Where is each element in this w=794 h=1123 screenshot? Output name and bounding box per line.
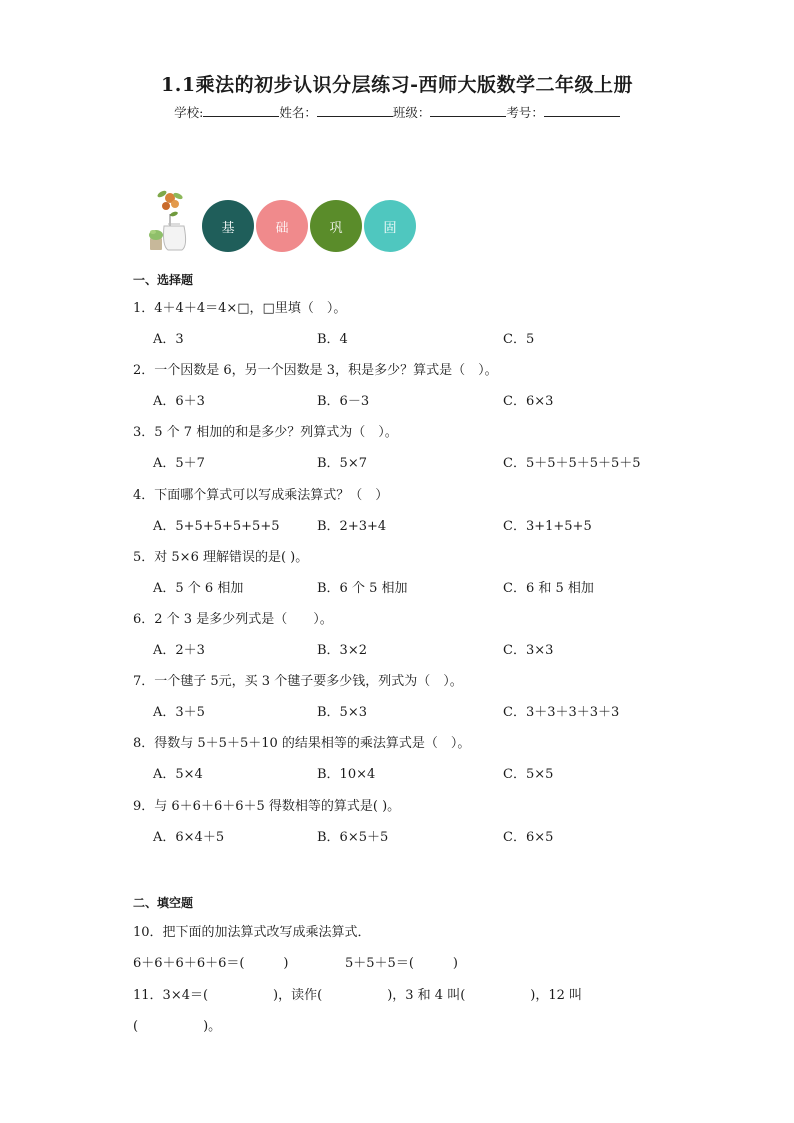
question-2-option-c: C．6×3 <box>503 394 554 410</box>
question-7-option-c: C．3＋3＋3＋3＋3 <box>503 705 620 721</box>
question-10-item-b: 5＋5＋5＝( ) <box>345 956 458 971</box>
question-5-option-c: C．6 和 5 相加 <box>503 580 594 596</box>
banner-char-4: 固 <box>383 220 397 236</box>
plant-vase-icon <box>148 186 194 254</box>
question-1-option-b: B．4 <box>317 332 348 347</box>
question-6-stem: 6．2 个 3 是多少列式是（ ）。 <box>133 612 333 627</box>
question-1-stem: 1．4＋4＋4＝4×□，□里填（ ）。 <box>133 301 347 316</box>
page-title: 1.1乘法的初步认识分层练习-西师大版数学二年级上册 <box>161 74 633 96</box>
question-4-stem: 4．下面哪个算式可以写成乘法算式？（ ） <box>133 487 389 503</box>
question-5-option-b: B．6 个 5 相加 <box>317 580 408 596</box>
section-title-fill: 二、填空题 <box>133 896 194 910</box>
question-7-stem: 7．一个毽子 5元，买 3 个毽子要多少钱，列式为（ ）。 <box>133 674 463 690</box>
question-2-option-b: B．6－3 <box>317 394 370 410</box>
question-6-option-b: B．3×2 <box>317 643 367 658</box>
question-10-item-a: 6＋6＋6＋6＋6＝( ) <box>133 956 289 971</box>
id-blank <box>544 105 620 117</box>
question-5-option-a: A．5 个 6 相加 <box>153 580 244 596</box>
question-11-line-1: 11．3×4＝( )，读作( )，3 和 4 叫( )，12 叫 <box>133 988 583 1003</box>
banner-char-3: 巩 <box>329 220 343 236</box>
name-label: 姓名： <box>279 105 317 120</box>
banner-circle-4 <box>364 200 416 252</box>
question-1-option-a: A．3 <box>153 332 184 347</box>
name-blank <box>317 105 393 117</box>
question-9-option-c: C．6×5 <box>503 829 554 845</box>
question-8-option-c: C．5×5 <box>503 767 554 783</box>
id-label: 考号： <box>506 105 544 120</box>
school-blank <box>203 105 279 117</box>
question-4-option-a: A．5+5+5+5+5+5 <box>153 518 280 534</box>
banner-char-1: 基 <box>221 220 235 236</box>
question-6-option-a: A．2＋3 <box>153 643 205 658</box>
banner-circle-2 <box>256 200 308 252</box>
question-9-stem: 9．与 6＋6＋6＋6＋5 得数相等的算式是( )。 <box>133 798 401 814</box>
question-9-option-a: A．6×4＋5 <box>153 829 225 845</box>
section-title-choice: 一、选择题 <box>133 273 194 287</box>
question-4-option-b: B．2+3+4 <box>317 518 387 534</box>
question-5-stem: 5．对 5×6 理解错误的是( )。 <box>133 549 309 565</box>
question-8-stem: 8．得数与 5＋5＋5＋10 的结果相等的乘法算式是（ ）。 <box>133 736 471 752</box>
question-9-option-b: B．6×5＋5 <box>317 829 389 845</box>
question-10-stem: 10．把下面的加法算式改写成乘法算式． <box>133 925 371 940</box>
question-3-option-b: B．5×7 <box>317 456 367 472</box>
banner-circle-3 <box>310 200 362 252</box>
school-label: 学校: <box>174 105 204 120</box>
question-3-stem: 3．5 个 7 相加的和是多少？列算式为（ ）。 <box>133 425 398 441</box>
banner-circle-1 <box>202 200 254 252</box>
question-3-option-a: A．5＋7 <box>153 456 205 472</box>
question-8-option-a: A．5×4 <box>153 767 203 783</box>
question-7-option-a: A．3＋5 <box>153 705 205 721</box>
question-1-option-c: C．5 <box>503 332 535 347</box>
question-2-option-a: A．6＋3 <box>153 394 205 410</box>
class-blank <box>430 105 506 117</box>
banner-char-2: 础 <box>275 220 289 236</box>
question-4-option-c: C．3+1+5+5 <box>503 518 592 534</box>
class-label: 班级： <box>392 105 431 120</box>
question-2-stem: 2．一个因数是 6，另一个因数是 3，积是多少？算式是（ ）。 <box>133 363 498 379</box>
question-7-option-b: B．5×3 <box>317 705 367 721</box>
question-11-line-2: ( )。 <box>133 1019 222 1034</box>
student-info-line <box>0 103 794 121</box>
question-6-option-c: C．3×3 <box>503 643 554 658</box>
question-3-option-c: C．5＋5＋5＋5＋5＋5 <box>503 456 641 472</box>
question-8-option-b: B．10×4 <box>317 767 376 783</box>
